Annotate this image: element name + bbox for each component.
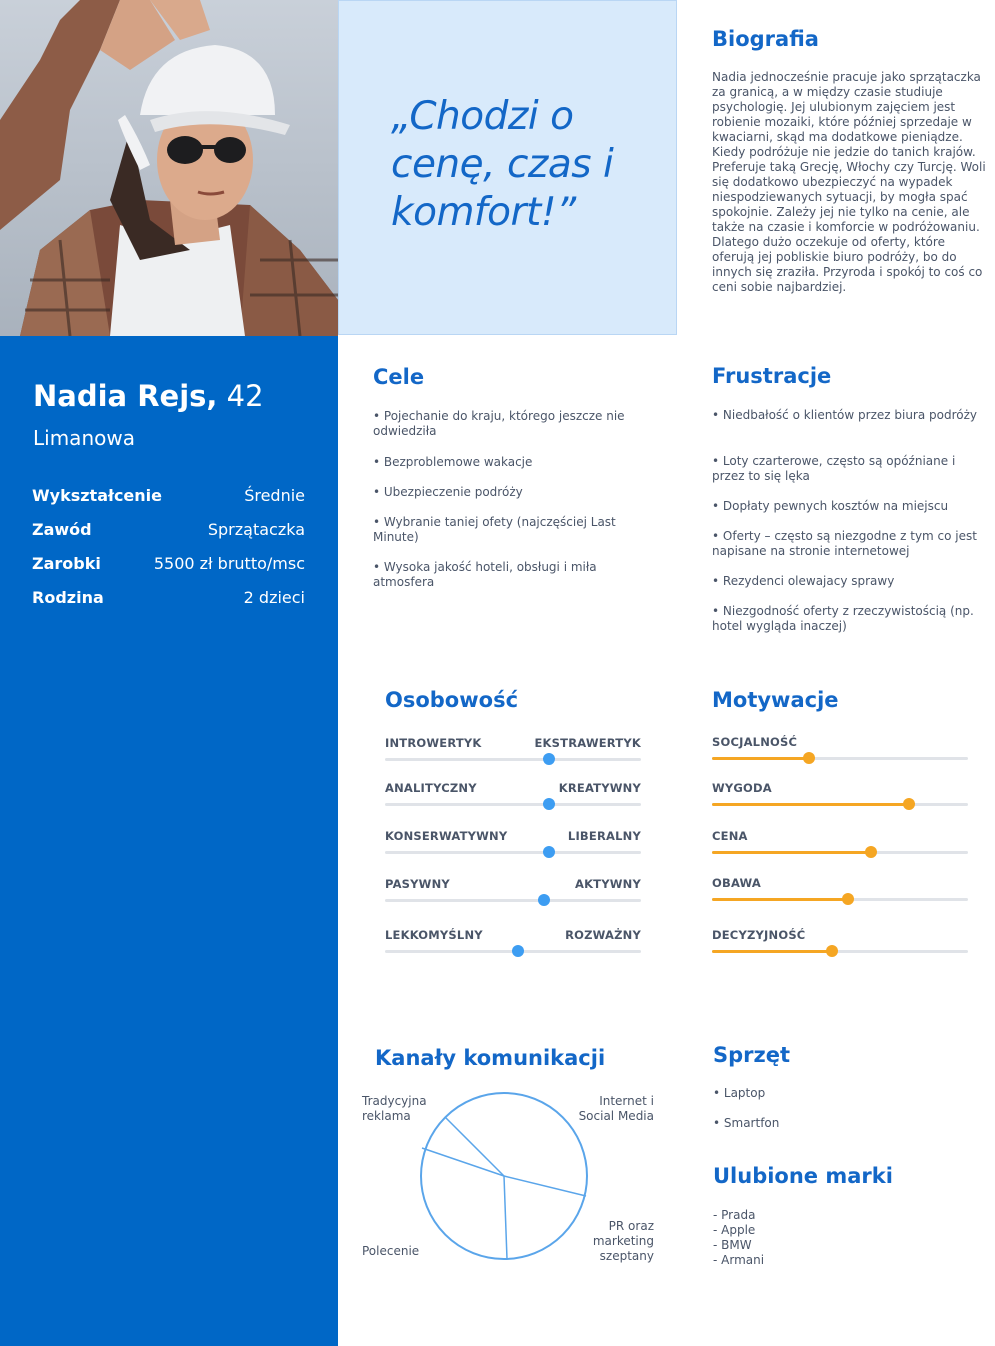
pie-label-pr: PR oraz marketing szeptany [592,1219,654,1263]
slider-track [385,851,641,854]
pie-label-traditional: Tradycyjna reklama [362,1094,427,1123]
list-item: • Rezydenci olewajacy sprawy [712,574,895,588]
equipment-title: Sprzęt [713,1043,791,1067]
trait-right-label: KREATYWNY [558,781,641,795]
slider-track [385,899,641,902]
persona-age: 42 [226,379,264,413]
list-item: • Wybranie taniej ofety (najczęściej Last Minute) [373,515,616,544]
motivation-slider [712,781,968,811]
list-item: • Wysoka jakość hoteli, obsługi i miła atmosfera [373,560,597,589]
frustrations-title: Frustracje [712,364,832,388]
motivation-label: CENA [712,829,748,843]
info-value: 5500 zł brutto/msc [153,554,305,573]
persona-photo [0,0,338,336]
trait-right-label: EKSTRAWERTYK [534,736,641,750]
list-item: • Laptop [713,1086,766,1100]
motivations-title: Motywacje [712,688,839,712]
info-value: Średnie [244,486,305,505]
list-item: - Apple [713,1223,756,1237]
list-item: • Dopłaty pewnych kosztów na miejscu [712,499,949,513]
profile-sidebar [0,336,338,1346]
pie-label-internet: Internet i Social Media [578,1094,654,1123]
info-row-job [32,520,305,539]
persona-quote: „Chodzi o cenę, czas i komfort!” [391,94,614,235]
list-item: • Niezgodność oferty z rzeczywistością (np. hotel wygląda inaczej) [712,604,974,633]
trait-slider [385,829,641,859]
list-item: - BMW [713,1238,752,1252]
motivation-label: OBAWA [712,876,761,890]
info-key: Wykształcenie [32,486,162,505]
list-item: • Niedbałość o klientów przez biura podróży [712,408,978,422]
quote-box [338,0,677,335]
slider-fill [712,803,909,806]
motivation-slider [712,735,968,765]
slider-track [385,758,641,761]
list-item: • Loty czarterowe, często są opóźniane i przez to się lęka [712,454,956,483]
trait-slider [385,781,641,811]
persona-city: Limanowa [33,426,135,450]
slider-fill [712,757,809,760]
trait-right-label: AKTYWNY [574,877,641,891]
info-key: Rodzina [32,588,104,607]
info-row-education [32,486,305,505]
slider-fill [712,950,832,953]
pie-label-referral: Polecenie [362,1244,420,1258]
list-item: • Pojechanie do kraju, którego jeszcze nie odwiedziła [373,409,625,438]
trait-right-label: ROZWAŻNY [565,928,641,942]
slider-fill [712,898,848,901]
channels-pie-chart [418,1090,590,1264]
pie-divider [445,1117,504,1176]
trait-slider [385,928,641,958]
info-key: Zawód [32,520,92,539]
list-item: • Oferty – często są niezgodne z tym co jest napisane na stronie internetowej [712,529,977,558]
slider-knob [803,752,815,764]
trait-slider [385,736,641,766]
slider-knob [543,798,555,810]
motivation-label: DECYZYJNOŚĆ [712,928,806,942]
slider-knob [865,846,877,858]
slider-knob [543,846,555,858]
brands-title: Ulubione marki [713,1164,893,1188]
slider-track [385,803,641,806]
slider-knob [903,798,915,810]
motivation-slider [712,876,968,906]
slider-knob [826,945,838,957]
persona-name-line [33,379,264,413]
pie-divider [504,1176,586,1196]
slider-fill [712,851,871,854]
trait-left-label: LEKKOMYŚLNY [385,928,483,942]
info-row-family [32,588,305,607]
trait-left-label: INTROWERTYK [385,736,482,750]
slider-knob [543,753,555,765]
trait-left-label: ANALITYCZNY [385,781,477,795]
trait-left-label: KONSERWATYWNY [385,829,508,843]
motivation-slider [712,928,968,958]
info-key: Zarobki [32,554,101,573]
persona-name: Nadia Rejs, [33,379,218,413]
slider-knob [512,945,524,957]
bio-text: Nadia jednocześnie pracuje jako sprzątaczka za granicą, a w między czasie studiuje psychologię. Jej ulubionym zajęciem jest robienie mozaiki, które później sprzedaje w kwaciarni, skąd ma dodatkowe pieniądze. Kiedy podróżuje nie jedzie do tanich krajów. Preferuje taką Grecję, Włochy czy Turcję. Woli się dodatkowo ubezpieczyć na wypadek niespodziewanych sytuacji, by mogła spać spokojnie. Zależy jej nie tylko na cenie, ale także na czasie i komforcie w podróżowaniu. Dlatego dużo oczekuje od oferty, które oferują jej pobliskie biuro podróży, bo do innych się zraziła. Przyroda i spokój to coś co ceni sobie najbardziej. [712,70,986,294]
list-item: • Bezproblemowe wakacje [373,455,533,469]
pie-divider [504,1176,507,1259]
personality-title: Osobowość [385,688,519,712]
trait-slider [385,877,641,907]
trait-right-label: LIBERALNY [567,829,641,843]
slider-knob [538,894,550,906]
info-value: Sprzątaczka [207,520,305,539]
motivation-slider [712,829,968,859]
trait-left-label: PASYWNY [385,877,450,891]
bio-title: Biografia [712,27,819,51]
list-item: • Ubezpieczenie podróży [373,485,523,499]
slider-knob [842,893,854,905]
channels-title: Kanały komunikacji [375,1046,606,1070]
info-value: 2 dzieci [243,588,305,607]
pie-divider [422,1148,504,1176]
list-item: • Smartfon [713,1116,780,1130]
list-item: - Prada [713,1208,756,1222]
list-item: - Armani [713,1253,765,1267]
motivation-label: SOCJALNOŚĆ [712,735,798,749]
info-row-income [32,554,305,573]
person-photo-icon [0,0,338,336]
goals-title: Cele [373,365,425,389]
motivation-label: WYGODA [712,781,772,795]
